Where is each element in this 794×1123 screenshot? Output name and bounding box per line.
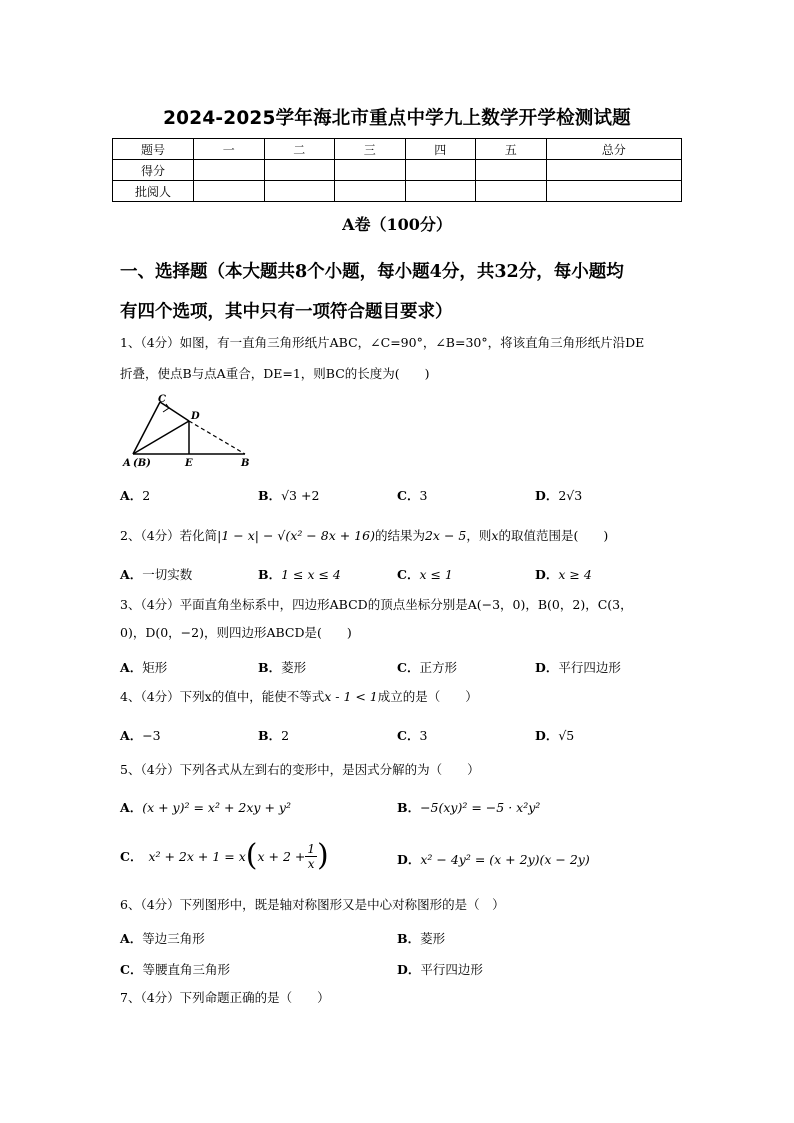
q2-stem: 2、（4分）若化简|1 − x| − √(x² − 8x + 16)的结果为2x − 5，则x的取值范围是( ) [120,528,609,543]
q3-option-c[interactable]: C．正方形 [397,660,457,675]
q1-line1: 1、（4分）如图，有一直角三角形纸片ABC，∠C=90°，∠B=30°，将该直角三角形纸片沿DE [120,335,645,350]
q1-option-b[interactable]: B．√3 +2 [258,488,320,503]
q4-option-a[interactable]: A．−3 [120,728,161,743]
part1-heading-line1: 一、选择题（本大题共8个小题，每小题4分，共32分，每小题均 [120,262,624,282]
q6-option-d[interactable]: D．平行四边形 [397,962,483,977]
table-cell[interactable] [264,181,335,202]
table-cell[interactable] [476,181,547,202]
q3-option-a[interactable]: A．矩形 [120,660,168,675]
q3-option-d[interactable]: D．平行四边形 [535,660,621,675]
label-ab: (B) [133,458,151,469]
edge-db-dashed [189,421,245,454]
score-table [112,138,682,202]
label-e: E [185,458,193,469]
q3-line2: 0)，D(0，−2)，则四边形ABCD是( ) [120,625,352,640]
exam-title: 2024-2025学年海北市重点中学九上数学开学检测试题 [163,108,631,129]
q1-figure [120,394,260,472]
q4-stem: 4、（4分）下列x的值中，能使不等式x - 1 < 1成立的是（ ） [120,689,478,704]
table-cell: 三 [335,139,406,160]
table-cell: 批阅人 [113,181,194,202]
table-cell: 四 [405,139,476,160]
label-c: C [158,394,166,405]
q5-option-b[interactable]: B．−5(xy)² = −5 · x²y² [397,800,541,815]
table-cell: 一 [194,139,265,160]
part1-heading-line2: 有四个选项，其中只有一项符合题目要求） [120,302,453,322]
q4-option-c[interactable]: C．3 [397,728,428,743]
q5-stem: 5、（4分）下列各式从左到右的变形中，是因式分解的为（ ） [120,762,480,777]
q1-option-c[interactable]: C．3 [397,488,428,503]
q5-option-a[interactable]: A．(x + y)² = x² + 2xy + y² [120,800,291,815]
q1-option-d[interactable]: D．2√3 [535,488,583,503]
table-cell: 总分 [546,139,682,160]
q4-option-b[interactable]: B．2 [258,728,290,743]
table-cell[interactable] [546,181,682,202]
score-table-header-row [113,139,682,160]
table-cell[interactable] [476,160,547,181]
score-table-row [113,181,682,202]
q1-line2: 折叠，使点B与点A重合，DE=1，则BC的长度为( ) [120,366,430,381]
table-cell[interactable] [335,181,406,202]
table-cell: 得分 [113,160,194,181]
table-cell[interactable] [264,160,335,181]
q2-expression: |1 − x| − √(x² − 8x + 16) [217,528,375,543]
table-cell: 题号 [113,139,194,160]
score-table-row [113,160,682,181]
q2-option-b[interactable]: B．1 ≤ x ≤ 4 [258,567,341,582]
section-a-heading: A卷（100分） [342,215,452,234]
table-cell[interactable] [335,160,406,181]
part1-heading [120,252,680,332]
q3-line1: 3、（4分）平面直角坐标系中，四边形ABCD的顶点坐标分别是A(−3，0)，B(0，2)，C(3， [120,597,633,612]
q6-stem: 6、（4分）下列图形中，既是轴对称图形又是中心对称图形的是（ ） [120,897,505,912]
table-cell[interactable] [405,181,476,202]
table-cell[interactable] [405,160,476,181]
q6-option-b[interactable]: B．菱形 [397,931,446,946]
q3-option-b[interactable]: B．菱形 [258,660,307,675]
q2-option-d[interactable]: D．x ≥ 4 [535,567,592,582]
q6-option-c[interactable]: C．等腰直角三角形 [120,962,230,977]
fraction-one-over-x: $\frac{1}{x}$ [307,841,316,871]
label-d: D [191,411,200,422]
q7-stem: 7、（4分）下列命题正确的是（ ） [120,990,330,1005]
q5-option-d[interactable]: D．x² − 4y² = (x + 2y)(x − 2y) [397,852,590,867]
q4-option-d[interactable]: D．√5 [535,728,575,743]
q5-option-c[interactable]: C． x² + 2x + 1 = x ( x + 2 + $\frac{1}{x}$ ) [120,838,329,873]
table-cell: 五 [476,139,547,160]
q6-option-a[interactable]: A．等边三角形 [120,931,205,946]
q2-option-a[interactable]: A．一切实数 [120,567,193,582]
table-cell[interactable] [194,160,265,181]
table-cell: 二 [264,139,335,160]
label-a: A [123,458,131,469]
q1-option-a[interactable]: A．2 [120,488,151,503]
table-cell[interactable] [546,160,682,181]
q2-option-c[interactable]: C．x ≤ 1 [397,567,453,582]
table-cell[interactable] [194,181,265,202]
label-b: B [241,458,250,469]
